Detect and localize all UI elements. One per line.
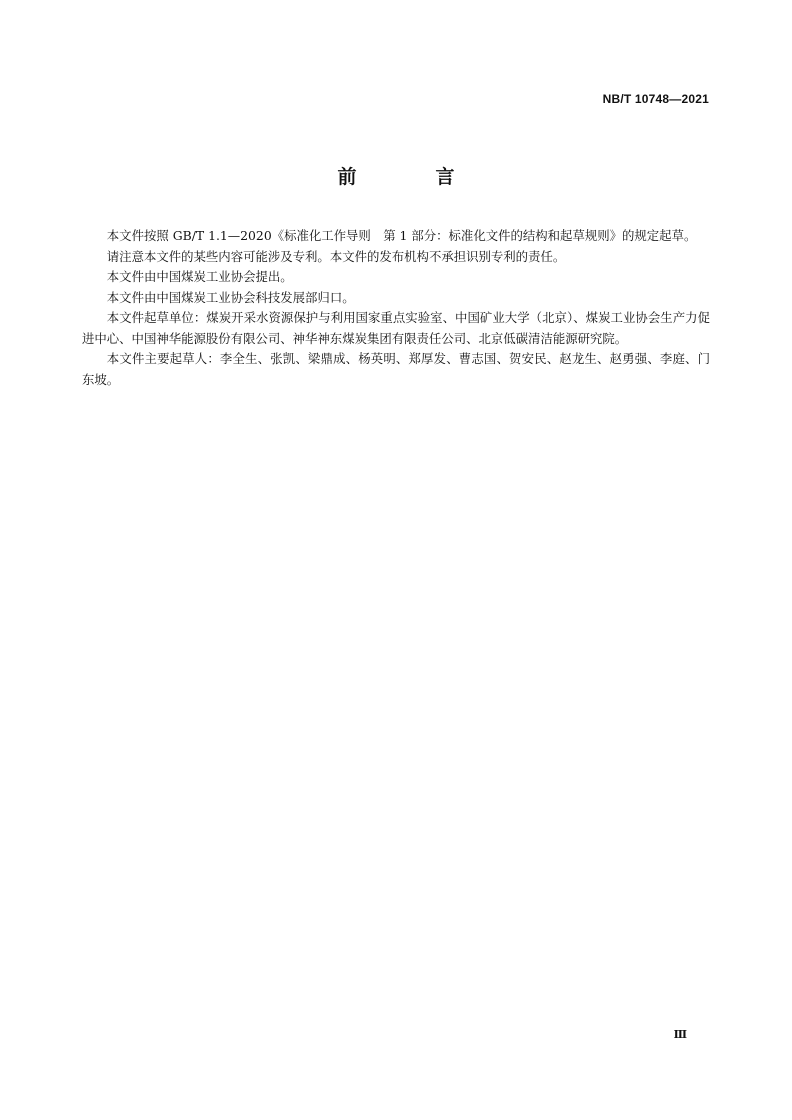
page-number: Ⅲ [673, 1028, 687, 1041]
paragraph-responsible-unit: 本文件由中国煤炭工业协会科技发展部归口。 [106, 289, 355, 305]
paragraph-patent-notice: 请注意本文件的某些内容可能涉及专利。本文件的发布机构不承担识别专利的责任。 [106, 248, 566, 264]
paragraph-drafting-rules: 本文件按照 GB/T 1.1—2020《标准化工作导则 第 1 部分：标准化文件的结构和起草规则》的规定起草。 [106, 228, 697, 243]
foreword-body [82, 226, 710, 390]
page-title: 前 言 [337, 166, 485, 188]
standard-number: NB/T 10748—2021 [602, 92, 709, 106]
paragraph-proposer: 本文件由中国煤炭工业协会提出。 [106, 269, 293, 284]
paragraph-drafters: 本文件主要起草人：李全生、张凯、梁鼎成、杨英明、郑厚发、曹志国、贺安民、赵龙生、赵勇强、李庭、门东坡。 [82, 351, 710, 387]
paragraph-drafting-units: 本文件起草单位：煤炭开采水资源保护与利用国家重点实验室、中国矿业大学（北京）、煤炭工业协会生产力促进中心、中国神华能源股份有限公司、神华神东煤炭集团有限责任公司、北京低碳清洁能源研究院。 [82, 310, 710, 346]
